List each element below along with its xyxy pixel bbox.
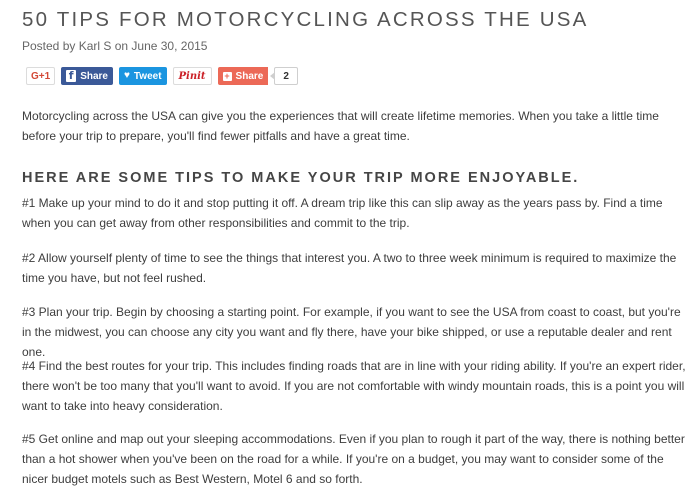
- facebook-icon: f: [66, 70, 76, 82]
- article-intro: Motorcycling across the USA can give you the experiences that will create lifetime memories. When you take a little time before your trip to prepare, you'll find fewer pitfalls and have a great time.: [22, 109, 659, 143]
- twitter-bird-icon: ♥: [123, 70, 130, 81]
- article-title: 50 TIPS FOR MOTORCYCLING ACROSS THE USA: [22, 8, 589, 31]
- article-byline: Posted by Karl S on June 30, 2015: [22, 39, 208, 53]
- google-plus-button[interactable]: [26, 67, 55, 85]
- pinterest-label: Pinit: [178, 70, 206, 82]
- share-button[interactable]: [218, 67, 269, 85]
- tip-1: #1 Make up your mind to do it and stop putting it off. A dream trip like this can slip away as the years pass by. Find a time when you can get away from other responsibilities and commit to the trip.: [22, 196, 663, 230]
- tip-2: #2 Allow yourself plenty of time to see the things that interest you. A two to three week minimum is required to maximize the time you have, but not feel rushed.: [22, 251, 677, 285]
- tips-heading: HERE ARE SOME TIPS TO MAKE YOUR TRIP MORE ENJOYABLE.: [22, 170, 580, 186]
- twitter-tweet-button[interactable]: [119, 67, 167, 85]
- tip-3: #3 Plan your trip. Begin by choosing a starting point. For example, if you want to see the USA from coast to coast, but you're in the midwest, you can choose any city you want and fly there, have your bike shipped, or use a reputable dealer and rent one.: [22, 305, 681, 359]
- tweet-label: Tweet: [133, 70, 162, 82]
- share-plus-icon: +: [224, 70, 230, 81]
- facebook-share-label: Share: [80, 70, 108, 82]
- share-count-badge: 2: [274, 67, 298, 85]
- share-label: Share: [235, 70, 264, 82]
- pinterest-pin-button[interactable]: [173, 67, 212, 85]
- tip-4: #4 Find the best routes for your trip. This includes finding roads that are in line with your riding ability. If you're an expert rider, there won't be too many that you'll want to avoid. If you are not comfortable with windy mountain roads, this is a point you will want to take into heavy consideration.: [22, 359, 686, 413]
- google-plus-label: G+1: [31, 70, 51, 82]
- share-bar: [26, 67, 298, 85]
- tip-5: #5 Get online and map out your sleeping accommodations. Even if you plan to rough it part of the way, there is nothing better than a hot shower when you've been on the road for a while. If you're on a budget, you may want to consider some of the nicer budget motels such as Best Western, Motel 6 and so forth.: [22, 432, 685, 486]
- facebook-share-button[interactable]: [61, 67, 113, 85]
